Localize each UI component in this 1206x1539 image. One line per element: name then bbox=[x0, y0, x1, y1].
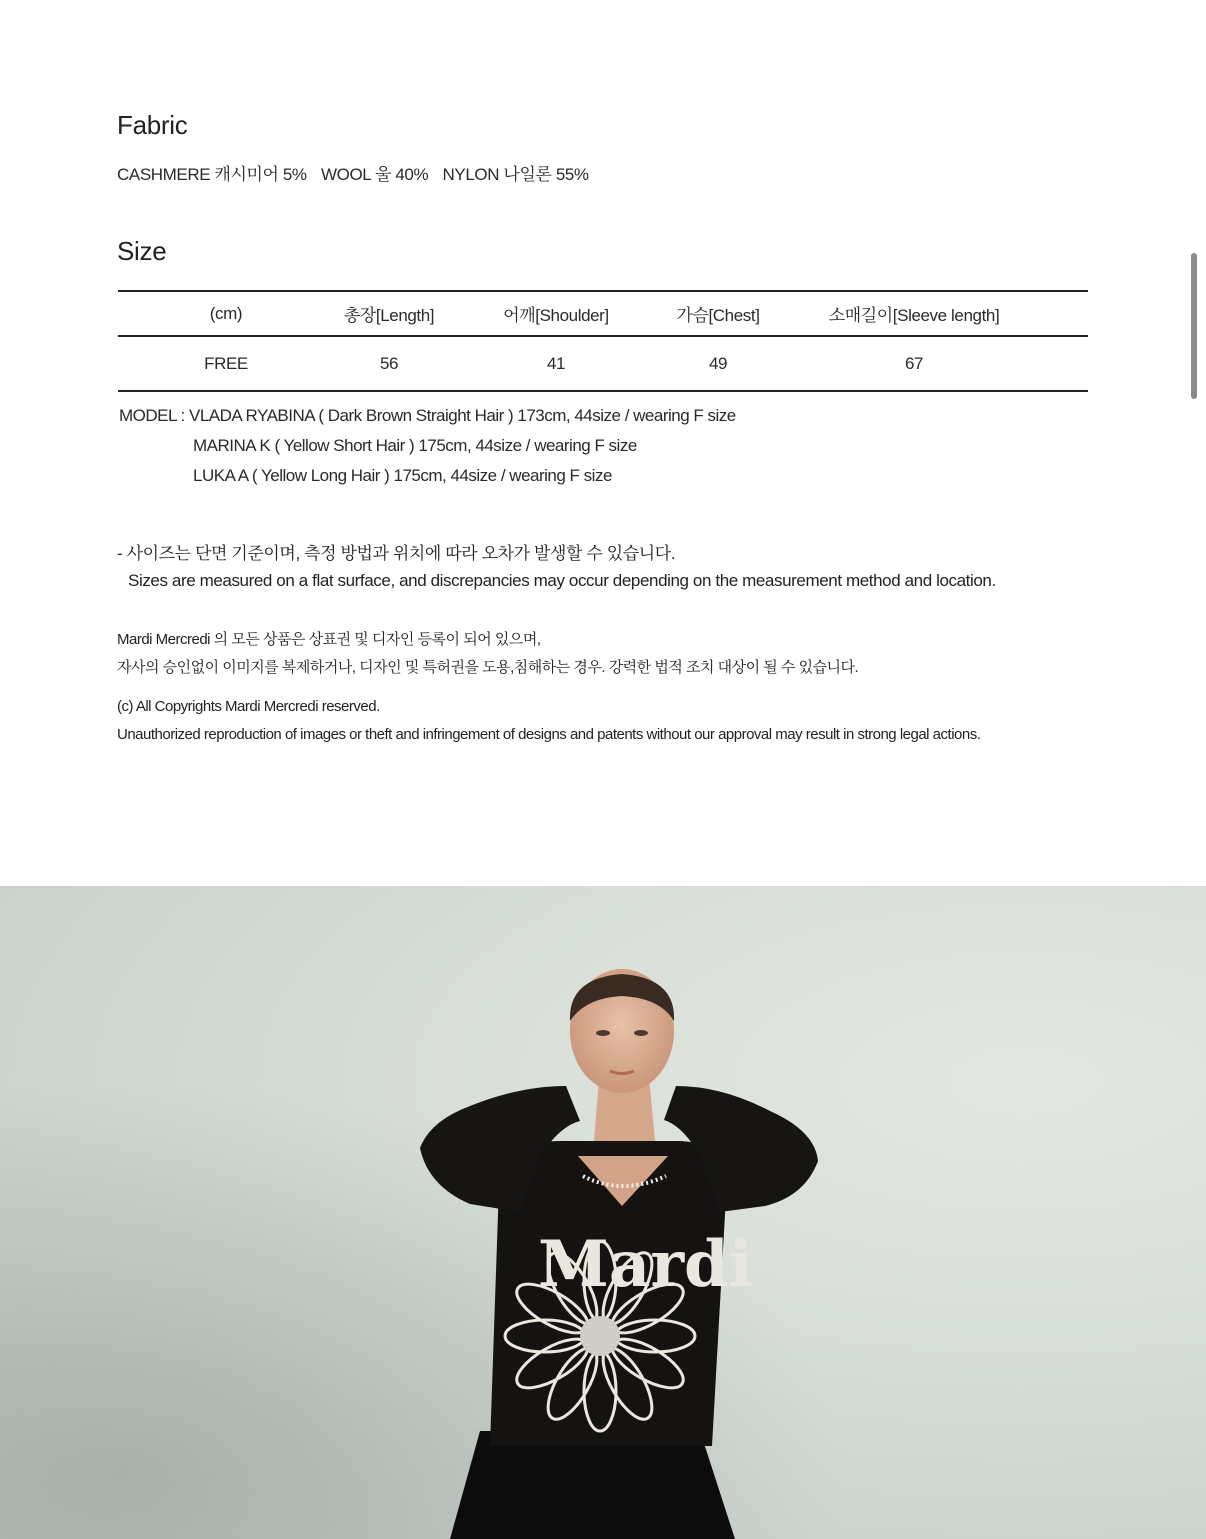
size-cell-shoulder: 41 bbox=[546, 353, 566, 373]
model-line: LUKA A ( Yellow Long Hair ) 175cm, 44size / wearing F size bbox=[193, 466, 612, 485]
legal-kr-line: Mardi Mercredi 의 모든 상품은 상표권 및 디자인 등록이 되어 있으며, bbox=[117, 631, 541, 648]
size-table bbox=[118, 290, 1088, 392]
legal-en-line: Unauthorized reproduction of images or theft and infringement of designs and patents without our approval may result in strong legal actions. bbox=[117, 726, 981, 743]
size-note-en: Sizes are measured on a flat surface, and discrepancies may occur depending on the measurement method and location. bbox=[128, 571, 996, 590]
size-cell-size: FREE bbox=[204, 353, 248, 373]
sweater-print-text: Mardi bbox=[538, 1227, 754, 1302]
model-line: MARINA K ( Yellow Short Hair ) 175cm, 44size / wearing F size bbox=[193, 436, 637, 455]
size-table-header-row bbox=[118, 291, 1088, 336]
size-header-length: 총장[Length] bbox=[343, 306, 435, 325]
size-cell-chest: 49 bbox=[708, 353, 728, 373]
model-line: MODEL : VLADA RYABINA ( Dark Brown Straight Hair ) 173cm, 44size / wearing F size bbox=[119, 406, 736, 425]
size-cell-length: 56 bbox=[379, 353, 399, 373]
copyright-line: (c) All Copyrights Mardi Mercredi reserved. bbox=[117, 698, 380, 715]
legal-kr-line: 자사의 승인없이 이미지를 복제하거나, 디자인 및 특허권을 도용,침해하는 경우. 강력한 법적 조치 대상이 될 수 있습니다. bbox=[117, 659, 859, 676]
model-info bbox=[119, 401, 736, 491]
fabric-heading: Fabric bbox=[117, 110, 188, 140]
size-note bbox=[117, 540, 996, 594]
scrollbar-thumb[interactable] bbox=[1191, 253, 1197, 399]
table-row bbox=[118, 336, 1088, 391]
size-header-shoulder: 어깨[Shoulder] bbox=[503, 306, 609, 325]
fabric-composition bbox=[117, 160, 599, 185]
legal-notice-kr bbox=[117, 626, 858, 682]
size-header-sleeve: 소매길이[Sleeve length] bbox=[828, 306, 1000, 325]
fabric-item: WOOL 울 40% bbox=[320, 165, 429, 184]
size-header-unit: (cm) bbox=[209, 303, 243, 323]
legal-notice-en bbox=[117, 693, 980, 749]
size-note-kr: - 사이즈는 단면 기준이며, 측정 방법과 위치에 따라 오차가 발생할 수 있습니다. bbox=[117, 544, 676, 563]
model-illustration bbox=[0, 886, 1206, 1539]
fabric-item: NYLON 나일론 55% bbox=[442, 165, 589, 184]
product-photo bbox=[0, 886, 1206, 1539]
size-heading: Size bbox=[117, 236, 167, 266]
size-cell-sleeve: 67 bbox=[904, 353, 924, 373]
fabric-item: CASHMERE 캐시미어 5% bbox=[117, 165, 307, 184]
size-header-chest: 가슴[Chest] bbox=[676, 306, 760, 325]
